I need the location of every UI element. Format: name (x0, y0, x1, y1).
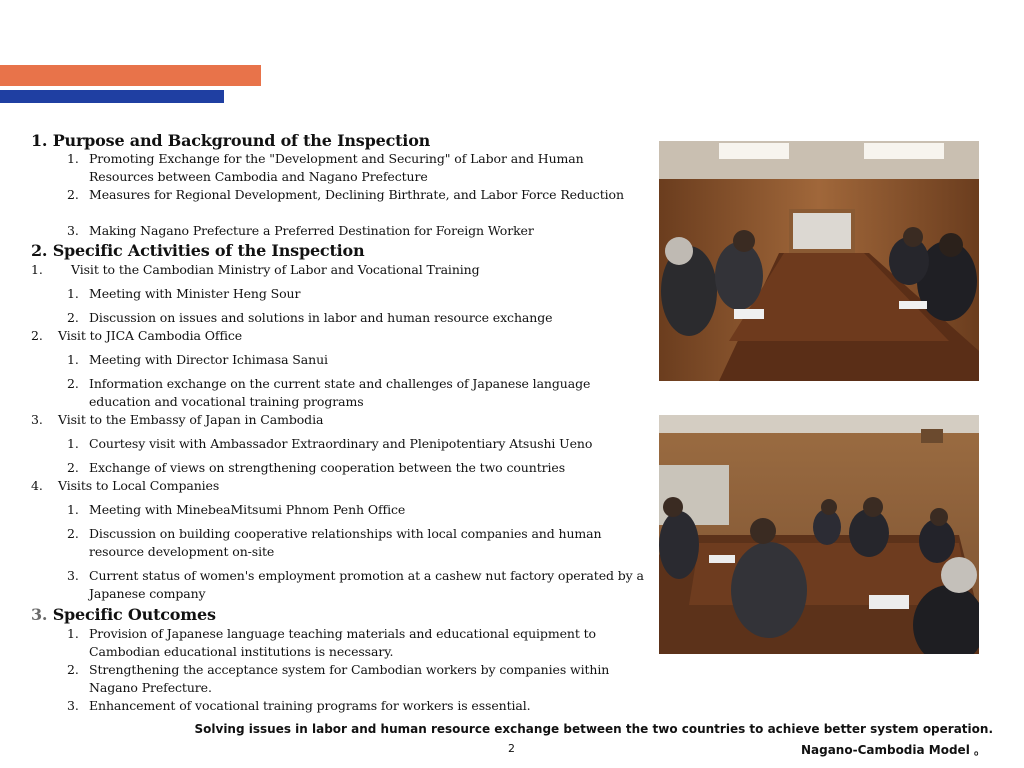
item-number: 1. (31, 262, 43, 277)
item-text: Visits to Local Companies (58, 478, 220, 493)
item-text: Current status of women's employment promotion at a cashew nut factory operated by a Japanese company (89, 568, 644, 601)
section-title: Specific Outcomes (52, 605, 216, 624)
accent-bar-blue (0, 90, 224, 103)
item-text: Discussion on building cooperative relationships with local companies and human resource development on-site (89, 526, 602, 559)
list-item (67, 525, 642, 561)
item-number: 2. (67, 662, 79, 677)
meeting-photo-office (659, 415, 979, 654)
footer-slogan: Solving issues in labor and human resource exchange between the two countries to achieve better system operation. (194, 722, 993, 736)
item-number: 2. (67, 310, 79, 325)
item-text: Exchange of views on strengthening cooperation between the two countries (89, 460, 566, 475)
list-item (67, 186, 642, 222)
item-text: Courtesy visit with Ambassador Extraordinary and Plenipotentiary Atsushi Ueno (89, 436, 593, 451)
item-number: 2. (67, 376, 79, 391)
section-title: Specific Activities of the Inspection (52, 241, 365, 260)
item-number: 1. (67, 436, 79, 451)
item-number: 2. (67, 526, 79, 541)
list-item (67, 567, 642, 603)
section-heading-outcomes (31, 605, 216, 624)
item-number: 2. (67, 187, 79, 202)
item-number: 4. (31, 478, 43, 493)
item-number: 3. (67, 223, 79, 238)
list-item (67, 625, 642, 661)
item-text: Promoting Exchange for the "Development and Securing" of Labor and Human Resources between Cambodia and Nagano Prefecture (89, 151, 584, 184)
item-number: 1. (67, 286, 79, 301)
item-number: 3. (67, 698, 79, 713)
item-text: Meeting with MinebeaMitsumi Phnom Penh Office (89, 502, 406, 517)
item-number: 1. (67, 502, 79, 517)
list-item (67, 375, 642, 411)
item-text: Visit to JICA Cambodia Office (58, 328, 243, 343)
item-text: Measures for Regional Development, Declining Birthrate, and Labor Force Reduction (89, 187, 624, 202)
item-text: Meeting with Minister Heng Sour (89, 286, 301, 301)
meeting-photo-ministry (659, 141, 979, 381)
item-text: Information exchange on the current state and challenges of Japanese language education and vocational training programs (89, 376, 591, 409)
accent-bar-orange (0, 65, 261, 86)
item-number: 2. (67, 460, 79, 475)
section-title: Purpose and Background of the Inspection (52, 131, 431, 150)
section-heading-purpose (31, 131, 430, 150)
item-text: Enhancement of vocational training programs for workers is essential. (89, 698, 531, 713)
item-number: 3. (31, 412, 43, 427)
list-item (67, 150, 642, 186)
item-text: Meeting with Director Ichimasa Sanui (89, 352, 328, 367)
item-number: 1. (67, 352, 79, 367)
item-number: 2. (31, 328, 43, 343)
item-text: Making Nagano Prefecture a Preferred Destination for Foreign Worker (89, 223, 534, 238)
item-text: Visit to the Embassy of Japan in Cambodia (58, 412, 324, 427)
item-number: 3. (67, 568, 79, 583)
section-number: 2. (31, 241, 48, 260)
item-text: Visit to the Cambodian Ministry of Labor and Vocational Training (71, 262, 480, 277)
item-text: Strengthening the acceptance system for Cambodian workers by companies within Nagano Prefecture. (89, 662, 610, 695)
footer-model-name: Nagano-Cambodia Model 。 (800, 743, 986, 757)
section-heading-activities (31, 241, 364, 260)
section-number: 1. (31, 131, 48, 150)
list-item (67, 661, 642, 697)
page-number: 2 (508, 742, 515, 755)
section-number: 3. (31, 605, 48, 624)
item-number: 1. (67, 626, 79, 641)
item-number: 1. (67, 151, 79, 166)
item-text: Discussion on issues and solutions in labor and human resource exchange (89, 310, 553, 325)
item-text: Provision of Japanese language teaching materials and educational equipment to Cambodian educational institutions is necessary. (89, 626, 596, 659)
